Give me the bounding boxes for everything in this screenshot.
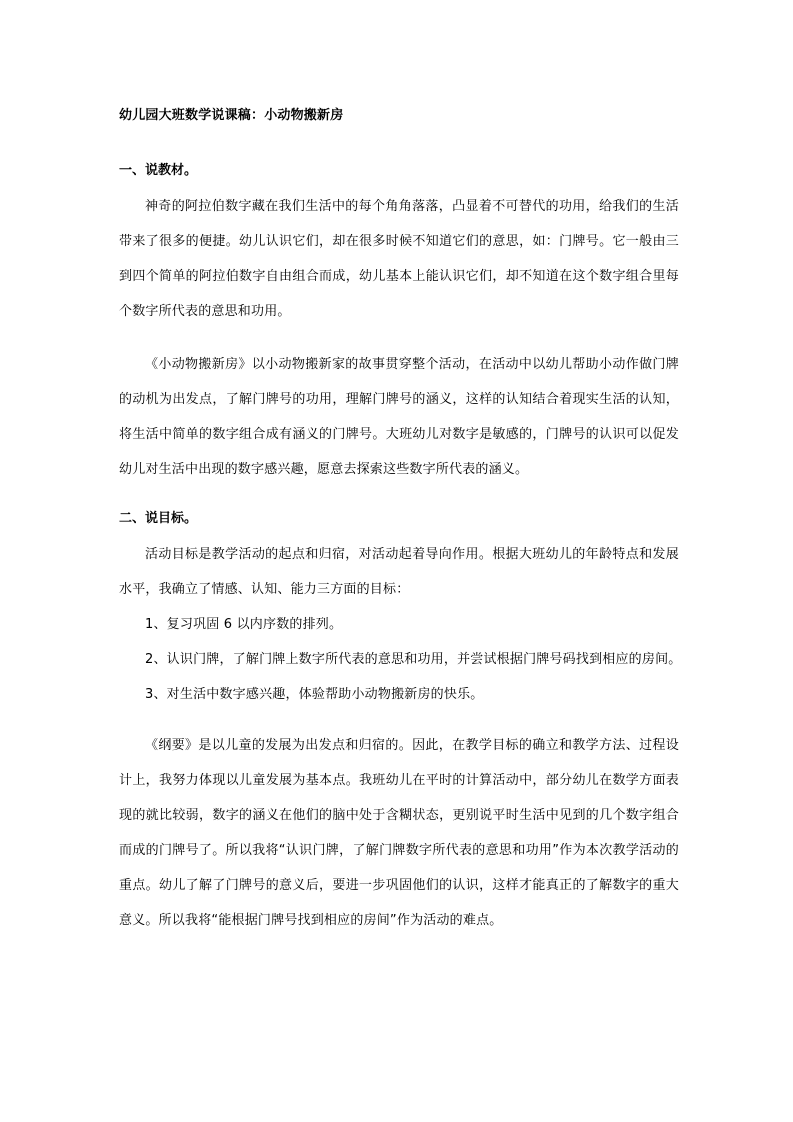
document-body xyxy=(119,106,682,938)
document-title: 幼儿园大班数学说课稿：小动物搬新房 xyxy=(119,108,344,123)
goal-item: 3、对生活中数字感兴趣，体验帮助小动物搬新房的快乐。 xyxy=(145,687,484,702)
paragraph: 活动目标是教学活动的起点和归宿，对活动起着导向作用。根据大班幼儿的年龄特点和发展水平，我确立了情感、认知、能力三方面的目标： xyxy=(119,547,679,597)
goal-item: 2、认识门牌，了解门牌上数字所代表的意思和功用，并尝试根据门牌号码找到相应的房间。 xyxy=(145,652,682,667)
paragraph: 《小动物搬新房》以小动物搬新家的故事贯穿整个活动，在活动中以幼儿帮助小动作做门牌的动机为出发点，了解门牌号的功用，理解门牌号的涵义，这样的认知结合着现实生活的认知，将生活中简单的数字组合成有涵义的门牌号。大班幼儿对数字是敏感的，门牌号的认识可以促发幼儿对生活中出现的数字感兴趣，愿意去探索这些数字所代表的涵义。 xyxy=(119,357,679,477)
paragraph: 神奇的阿拉伯数字藏在我们生活中的每个角角落落，凸显着不可替代的功用，给我们的生活带来了很多的便捷。幼儿认识它们，却在很多时候不知道它们的意思，如：门牌号。它一般由三到四个简单的阿拉伯数字自由组合而成，幼儿基本上能认识它们，却不知道在这个数字组合里每个数字所代表的意思和功用。 xyxy=(119,199,679,319)
section-heading-objectives: 二、说目标。 xyxy=(119,511,198,526)
goal-item: 1、复习巩固 6 以内序数的排列。 xyxy=(145,617,343,632)
paragraph: 《纲要》是以儿童的发展为出发点和归宿的。因此，在教学目标的确立和教学方法、过程设计上，我努力体现以儿童发展为基本点。我班幼儿在平时的计算活动中，部分幼儿在数学方面表现的就比较弱，数字的涵义在他们的脑中处于含糊状态，更别说平时生活中见到的几个数字组合而成的门牌号了。所以我将“认识门牌，了解门牌数字所代表的意思和功用”作为本次教学活动的重点。幼儿了解了门牌号的意义后，要进一步巩固他们的认识，这样才能真正的了解数字的重大意义。所以我将“能根据门牌号找到相应的房间”作为活动的难点。 xyxy=(119,738,679,928)
section-heading-teaching-material: 一、说教材。 xyxy=(119,163,198,178)
